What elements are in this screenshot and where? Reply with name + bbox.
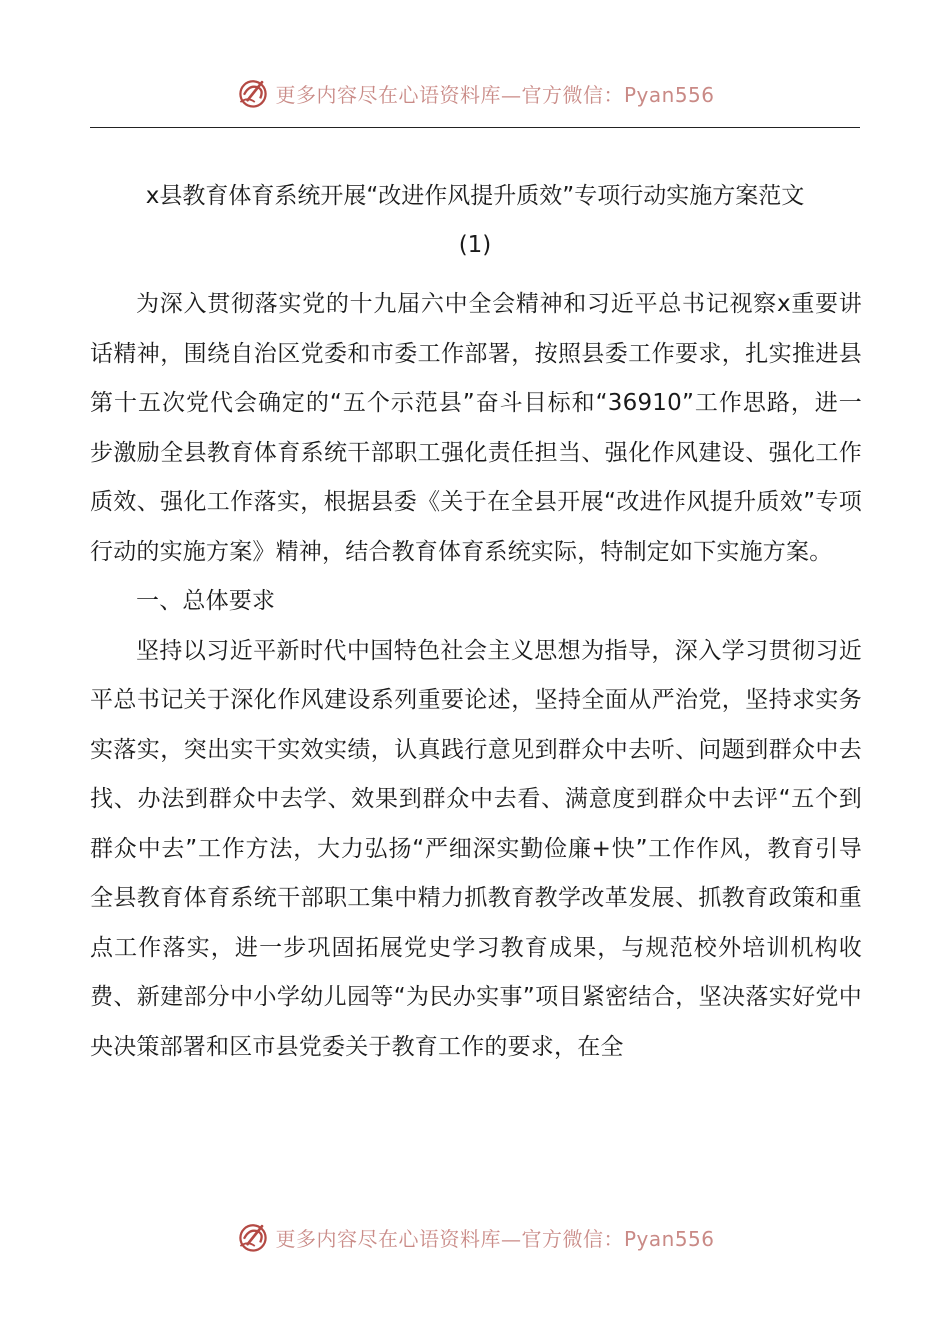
intro-paragraph: 为深入贯彻落实党的十九届六中全会精神和习近平总书记视察x重要讲话精神，围绕自治区党委和市委工作部署，按照县委工作要求，扎实推进县第十五次党代会确定的“五个示范县”奋斗目标和“36910”工作思路，进一步激励全县教育体育系统干部职工强化责任担当、强化作风建设、强化工作质效、强化工作落实，根据县委《关于在全县开展“改进作风提升质效”专项行动的实施方案》精神，结合教育体育系统实际，特制定如下实施方案。 bbox=[90, 291, 862, 565]
wechat-id: Pyan556 bbox=[623, 82, 715, 107]
watermark-banner-bottom bbox=[0, 1215, 950, 1259]
section-paragraph: 坚持以习近平新时代中国特色社会主义思想为指导，深入学习贯彻习近平总书记关于深化作风建设系列重要论述，坚持全面从严治党，坚持求实务实落实，突出实干实效实绩，认真践行意见到群众中去听、问题到群众中去找、办法到群众中去学、效果到群众中去看、满意度到群众中去评“五个到群众中去”工作方法，大力弘扬“严细深实勤俭廉+快”工作作风，教育引导全县教育体育系统干部职工集中精力抓教育教学改革发展、抓教育政策和重点工作落实，进一步巩固拓展党史学习教育成果，与规范校外培训机构收费、新建部分中小学幼儿园等“为民办实事”项目紧密结合，坚决落实好党中央决策部署和区市县党委关于教育工作的要求，在全 bbox=[90, 637, 862, 1060]
heart-logo-icon bbox=[235, 75, 271, 111]
section-heading: 一、总体要求 bbox=[136, 588, 276, 614]
header-divider bbox=[90, 127, 860, 128]
wechat-id: Pyan556 bbox=[623, 1226, 715, 1251]
watermark-text: 更多内容尽在心语资料库—官方微信：Pyan556 bbox=[275, 1226, 715, 1251]
watermark-banner-top bbox=[0, 71, 950, 115]
title-line-2: (1) bbox=[458, 232, 492, 258]
title-line-1: x县教育体育系统开展“改进作风提升质效”专项行动实施方案范文 bbox=[145, 183, 805, 209]
watermark-text: 更多内容尽在心语资料库—官方微信：Pyan556 bbox=[275, 82, 715, 107]
heart-logo-icon bbox=[235, 1219, 271, 1255]
document-body bbox=[90, 280, 862, 1072]
document-title bbox=[90, 172, 860, 270]
